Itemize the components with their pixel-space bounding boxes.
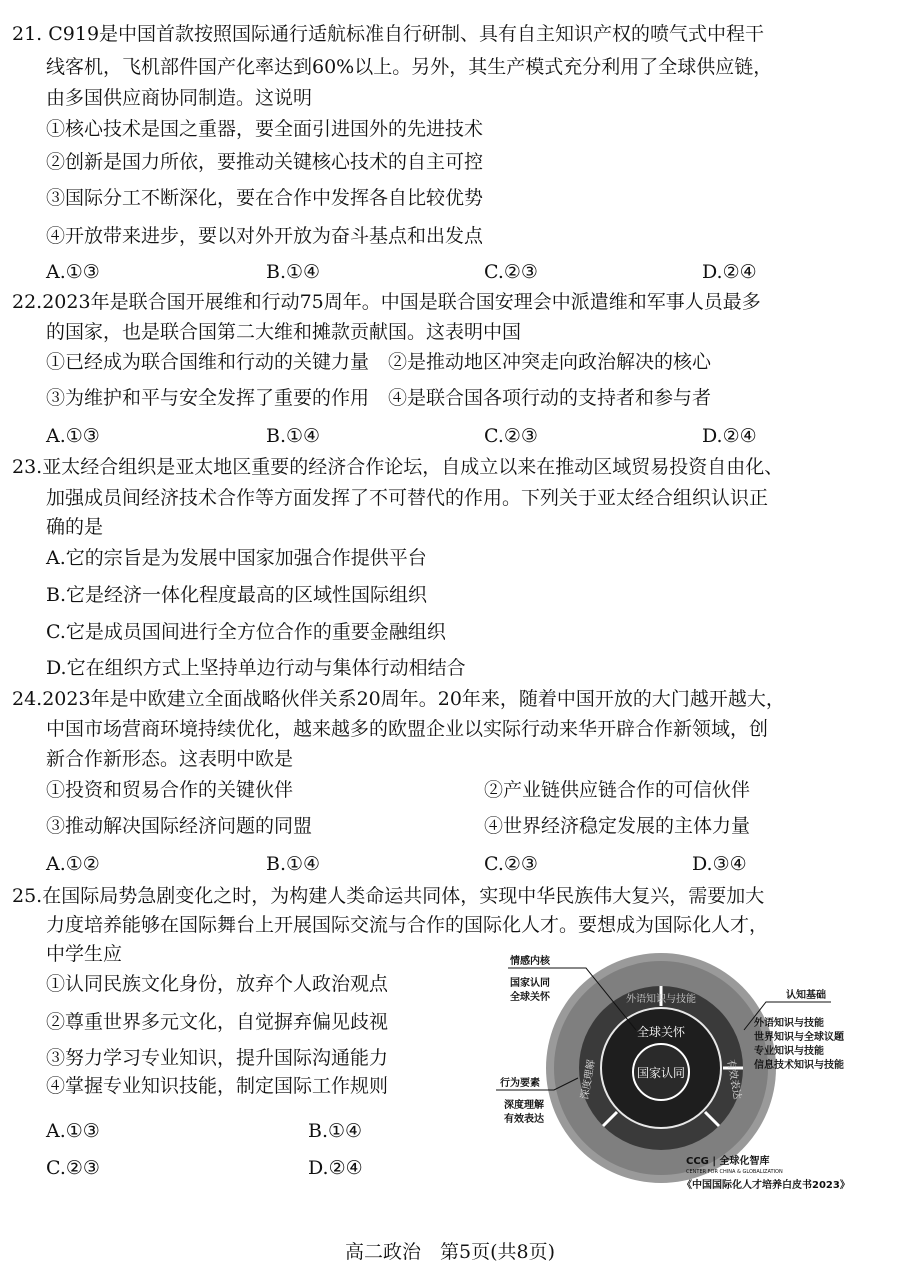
q25-stem-line-1: 25.在国际局势急剧变化之时，为构建人类命运共同体，实现中华民族伟大复兴，需要加大 [12,885,765,907]
q21-statement-2: ②创新是国力所依，要推动关键核心技术的自主可控 [46,151,484,173]
q21-option-d[interactable]: D.②④ [702,261,757,283]
figure-source: 《中国国际化人才培养白皮书2023》 [682,1180,850,1191]
core-label: 国家认同 [636,1066,686,1080]
callout-cognition-item-1: 外语知识与技能 [754,1018,824,1029]
q22-stem-line-2: 的国家，也是联合国第二大维和摊款贡献国。这表明中国 [46,321,522,343]
q25-option-d[interactable]: D.②④ [308,1157,363,1179]
q25-statement-3: ③努力学习专业知识，提升国际沟通能力 [46,1047,389,1069]
callout-cognition-item-4: 信息技术知识与技能 [754,1060,844,1071]
q24-statement-1: ①投资和贸易合作的关键伙伴 [46,779,294,801]
q24-statement-4: ④世界经济稳定发展的主体力量 [484,815,751,837]
q25-statement-4: ④掌握专业知识技能，制定国际工作规则 [46,1075,389,1097]
callout-behavior-item-1: 深度理解 [504,1100,544,1111]
q21-option-b[interactable]: B.①④ [266,261,321,283]
q24-statement-2: ②产业链供应链合作的可信伙伴 [484,779,751,801]
page-footer: 高二政治 第5页(共8页) [344,1241,555,1263]
q25-statement-2: ②尊重世界多元文化，自觉摒弃偏见歧视 [46,1011,389,1033]
callout-emotion-item-1: 国家认同 [510,978,550,989]
callout-behavior-item-2: 有效表达 [504,1114,544,1125]
q24-option-a[interactable]: A.①② [46,853,100,875]
q21-option-a[interactable]: A.①③ [46,261,100,283]
q22-option-d[interactable]: D.②④ [702,425,757,447]
callout-behavior-title: 行为要素 [500,1078,540,1089]
q24-option-c[interactable]: C.②③ [484,853,538,875]
q23-stem-line-2: 加强成员间经济技术合作等方面发挥了不可替代的作用。下列关于亚太经合组织认识正 [46,487,769,509]
q21-statement-1: ①核心技术是国之重器，要全面引进国外的先进技术 [46,118,484,140]
q22-stem-line-1: 22.2023年是联合国开展维和行动75周年。中国是联合国安理会中派遣维和军事人员最多 [12,291,761,313]
brand-label: CCG | 全球化智库 [686,1156,770,1167]
q21-statement-3: ③国际分工不断深化，要在合作中发挥各自比较优势 [46,187,484,209]
q24-stem-line-1: 24.2023年是中欧建立全面战略伙伴关系20周年。20年来，随着中国开放的大门越开越大， [12,688,785,710]
callout-cognition-item-2: 世界知识与全球议题 [754,1032,844,1043]
q24-option-b[interactable]: B.①④ [266,853,321,875]
ring-label-top: 外语知识与技能 [626,994,696,1005]
callout-emotion-item-2: 全球关怀 [510,992,550,1003]
ring-label-right: 有效表达 [724,1058,743,1101]
q22-option-c[interactable]: C.②③ [484,425,538,447]
talent-model-figure [486,950,886,1200]
q23-stem-line-1: 23.亚太经合组织是亚太地区重要的经济合作论坛，自成立以来在推动区域贸易投资自由化、 [12,456,784,478]
q22-option-b[interactable]: B.①④ [266,425,321,447]
q25-statement-1: ①认同民族文化身份，放弃个人政治观点 [46,973,389,995]
q21-stem-line-3: 由多国供应商协同制造。这说明 [46,87,313,109]
q21-statement-4: ④开放带来进步，要以对外开放为奋斗基点和出发点 [46,225,484,247]
q22-option-a[interactable]: A.①③ [46,425,100,447]
q23-option-c[interactable]: C.它是成员国间进行全方位合作的重要金融组织 [46,621,446,643]
q24-stem-line-2: 中国市场营商环境持续优化，越来越多的欧盟企业以实际行动来华开辟合作新领域，创 [46,718,769,740]
q25-stem-line-2: 力度培养能够在国际舞台上开展国际交流与合作的国际化人才。要想成为国际化人才， [46,914,769,936]
q21-stem-line-1: 21. C919是中国首款按照国际通行适航标准自行研制、具有自主知识产权的喷气式中程干 [12,23,765,45]
q23-option-a[interactable]: A.它的宗旨是为发展中国家加强合作提供平台 [46,547,427,569]
q25-option-a[interactable]: A.①③ [46,1120,100,1142]
q21-option-c[interactable]: C.②③ [484,261,538,283]
inner-ring-label: 全球关怀 [636,1025,686,1039]
q24-option-d[interactable]: D.③④ [692,853,747,875]
callout-cognition-item-3: 专业知识与技能 [754,1046,824,1057]
callout-cognition-title: 认知基础 [786,990,826,1001]
q25-stem-line-3: 中学生应 [46,943,123,965]
q23-option-b[interactable]: B.它是经济一体化程度最高的区域性国际组织 [46,584,428,606]
q22-statement-2: ③为维护和平与安全发挥了重要的作用 ④是联合国各项行动的支持者和参与者 [46,387,712,409]
q22-statement-1: ①已经成为联合国维和行动的关键力量 ②是推动地区冲突走向政治解决的核心 [46,351,712,373]
brand-english: CENTER FOR CHINA & GLOBALIZATION [686,1169,783,1175]
q21-stem-line-2: 线客机，飞机部件国产化率达到60%以上。另外，其生产模式充分利用了全球供应链， [46,56,773,78]
q24-statement-3: ③推动解决国际经济问题的同盟 [46,815,313,837]
q24-stem-line-3: 新合作新形态。这表明中欧是 [46,748,294,770]
q23-stem-line-3: 确的是 [46,516,104,538]
q25-option-c[interactable]: C.②③ [46,1157,100,1179]
ring-label-left: 深度理解 [579,1058,598,1101]
callout-emotion-title: 情感内核 [510,956,550,967]
q23-option-d[interactable]: D.它在组织方式上坚持单边行动与集体行动相结合 [46,657,466,679]
q25-option-b[interactable]: B.①④ [308,1120,363,1142]
